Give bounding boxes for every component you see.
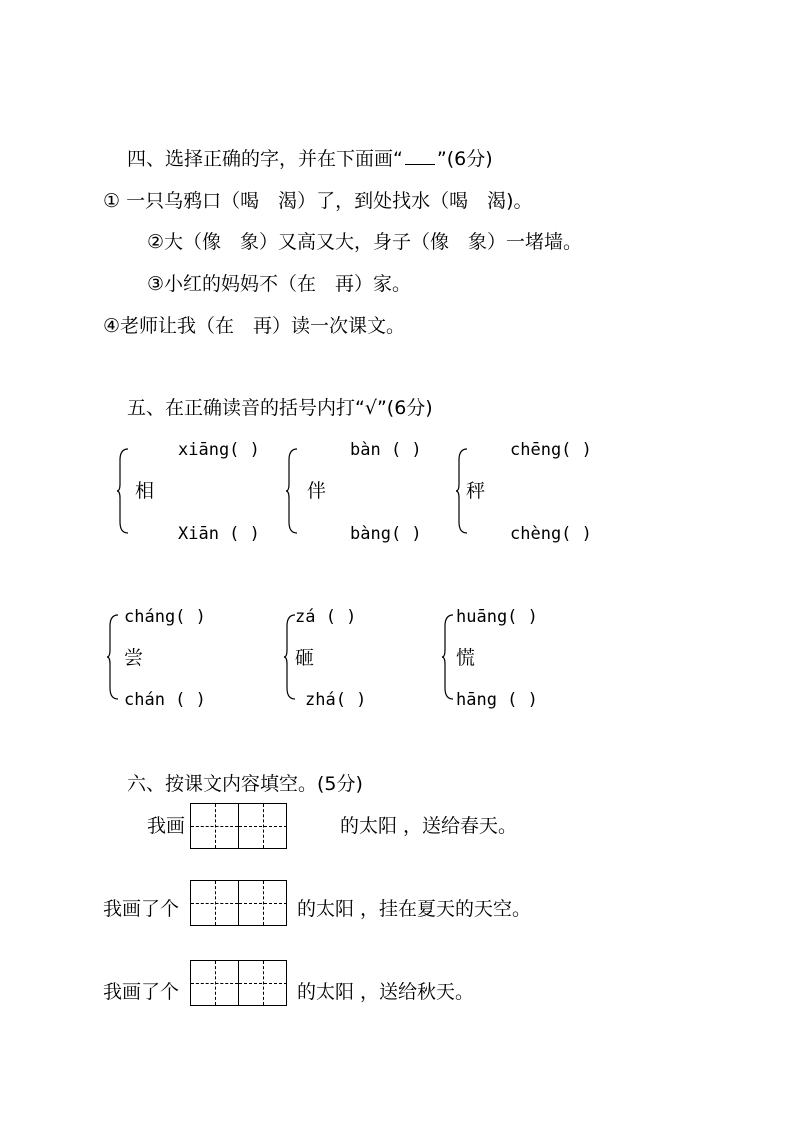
fill-line-2-suffix: 的太阳 ，挂在夏天的天空。 — [297, 898, 532, 920]
brace-icon — [441, 614, 455, 700]
fill-line-2-prefix: 我画了个 — [103, 898, 180, 920]
pinyin-char: 砸 — [295, 647, 315, 669]
section-4-title — [127, 147, 493, 171]
pinyin-char: 尝 — [124, 647, 144, 669]
brace-icon — [106, 614, 120, 700]
writing-grid[interactable] — [190, 960, 287, 1006]
writing-grid[interactable] — [190, 880, 287, 926]
pinyin-char: 伴 — [307, 480, 327, 502]
section-4-title-start: 四、选择正确的字，并在下面画“ — [127, 148, 403, 170]
section-5-title: 五、在正确读音的括号内打“√”(6分) — [127, 397, 433, 419]
question-4-2: ②大（像 象）又高又大，身子（像 象）一堵墙。 — [147, 231, 583, 253]
pinyin-option[interactable]: chēng( ) — [510, 440, 592, 460]
pinyin-option[interactable]: chán ( ) — [124, 690, 206, 710]
question-4-1: ① 一只乌鸦口（喝 渴）了，到处找水（喝 渴)。 — [103, 190, 533, 212]
pinyin-option[interactable]: Xiān ( ) — [178, 524, 260, 544]
pinyin-option[interactable]: xiāng( ) — [178, 440, 260, 460]
section-4-title-end: ”(6分) — [436, 148, 493, 170]
pinyin-char: 秤 — [466, 480, 486, 502]
fill-line-3-prefix: 我画了个 — [103, 981, 180, 1003]
underline-blank — [405, 150, 435, 165]
fill-line-1-suffix: 的太阳 ，送给春天。 — [340, 815, 518, 837]
pinyin-char: 相 — [135, 480, 155, 502]
pinyin-option[interactable]: hāng ( ) — [456, 690, 538, 710]
question-4-3: ③小红的妈妈不（在 再）家。 — [147, 273, 412, 295]
section-6-title: 六、按课文内容填空。(5分) — [127, 773, 363, 795]
brace-icon — [116, 448, 130, 534]
pinyin-option[interactable]: bàn ( ) — [350, 440, 422, 460]
question-4-4: ④老师让我（在 再）读一次课文。 — [103, 315, 406, 337]
pinyin-option[interactable]: zhá( ) — [305, 690, 367, 710]
fill-line-1-prefix: 我画 — [147, 815, 186, 837]
brace-icon — [285, 448, 299, 534]
writing-grid[interactable] — [190, 803, 287, 849]
fill-line-3-suffix: 的太阳 ，送给秋天。 — [297, 981, 475, 1003]
pinyin-char: 慌 — [456, 647, 476, 669]
pinyin-option[interactable]: cháng( ) — [124, 607, 206, 627]
pinyin-option[interactable]: chèng( ) — [510, 524, 592, 544]
pinyin-option[interactable]: bàng( ) — [350, 524, 422, 544]
pinyin-option[interactable]: zá ( ) — [295, 607, 357, 627]
pinyin-option[interactable]: huāng( ) — [456, 607, 538, 627]
